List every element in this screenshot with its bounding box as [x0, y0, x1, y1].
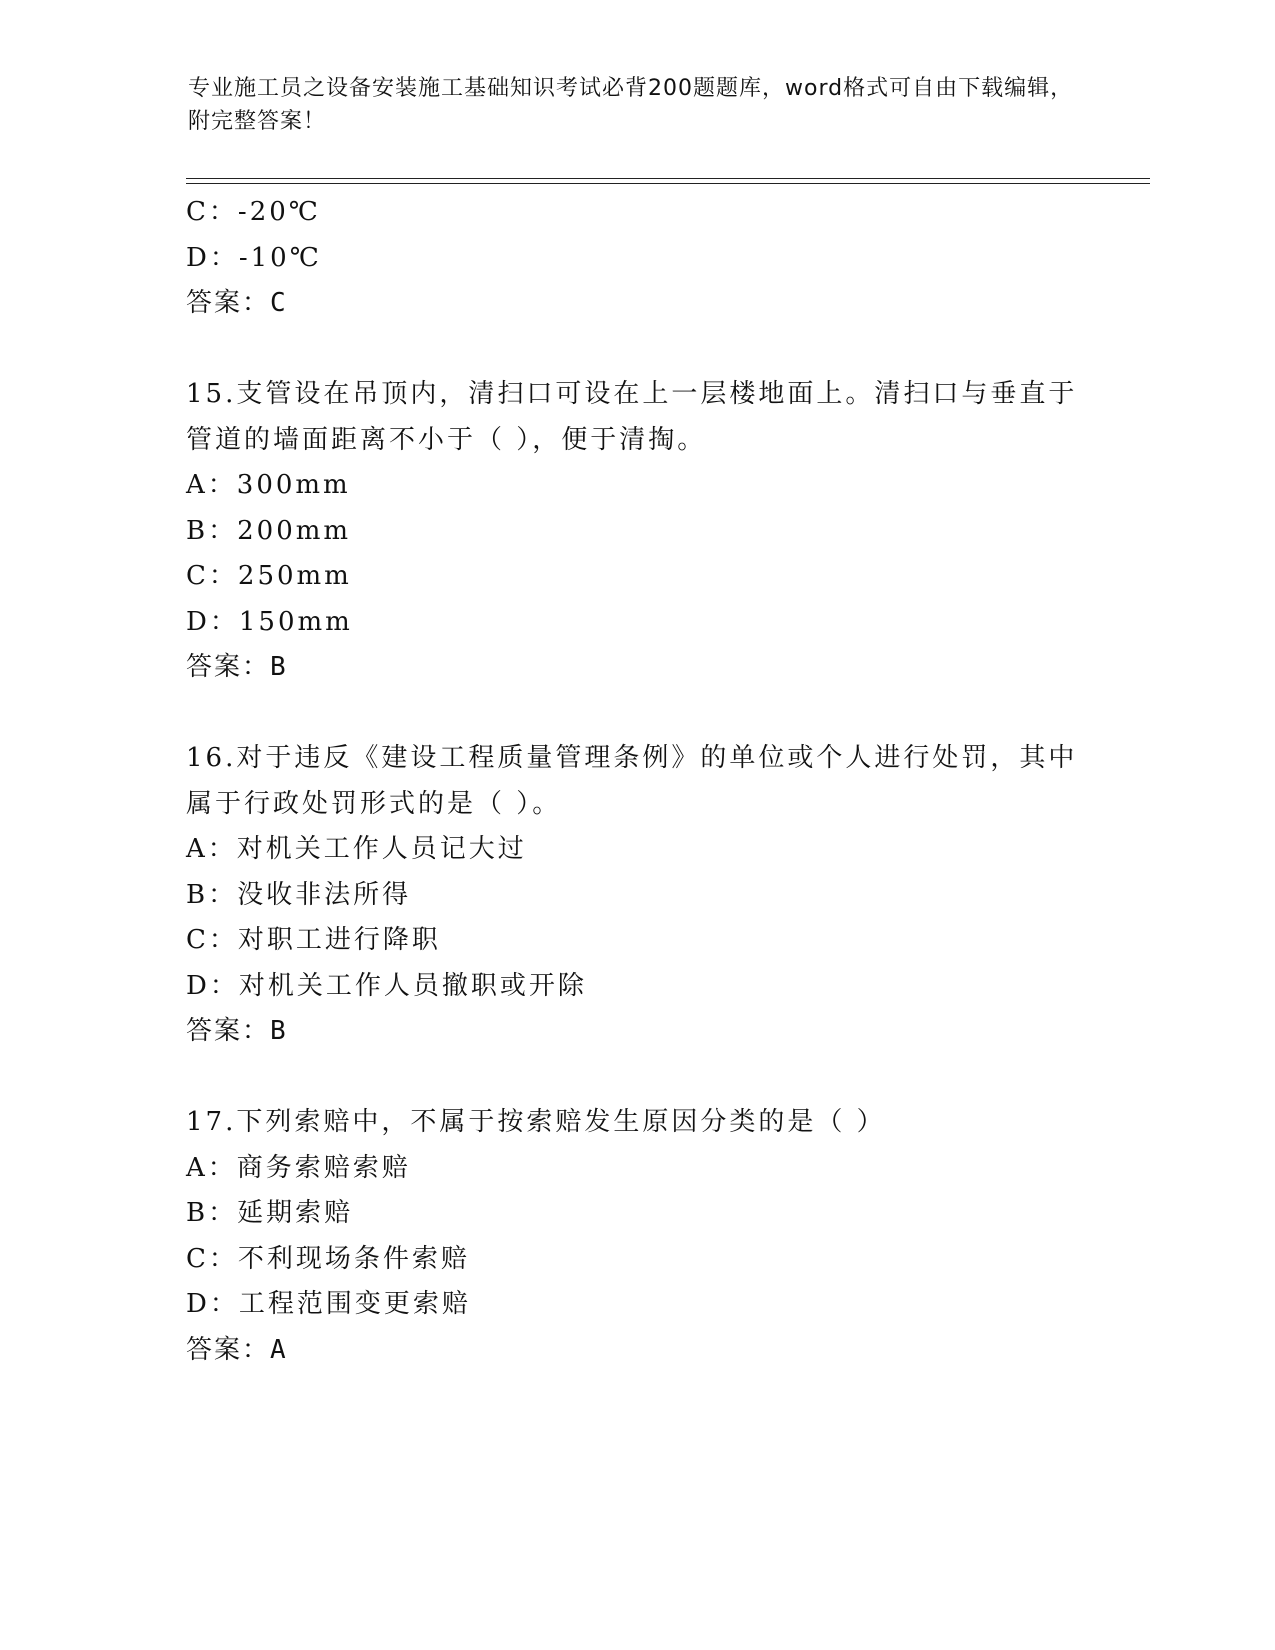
header-text: 专业施工员之设备安装施工基础知识考试必背200题题库，word格式可自由下载编辑，附完整答案！ [188, 76, 1074, 134]
option-c: C：250mm [186, 561, 352, 591]
option-d: D：150mm [186, 606, 353, 637]
answer-line: 答案：B [186, 652, 288, 682]
question-14-continuation [186, 190, 1086, 327]
spacer [186, 1055, 1086, 1101]
answer-line: 答案：C [186, 288, 288, 318]
option-b: B：没收非法所得 [186, 879, 412, 910]
option-c: C：-20℃ [186, 197, 321, 227]
answer-line: 答案：B [186, 1016, 288, 1046]
spacer [186, 327, 1086, 373]
option-b: B：延期索赔 [186, 1198, 354, 1228]
answer-line: 答案：A [186, 1334, 288, 1365]
question-stem-line: 管道的墙面距离不小于（ ），便于清掏。 [186, 424, 707, 455]
question-16 [186, 736, 1086, 1055]
option-d: D：-10℃ [186, 242, 322, 273]
option-a: A：商务索赔索赔 [186, 1152, 411, 1183]
question-stem-line: 15.支管设在吊顶内，清扫口可设在上一层楼地面上。清扫口与垂直于 [186, 379, 1078, 409]
document-body [186, 190, 1086, 1373]
answer-value: B [270, 1016, 288, 1046]
option-c: C：对职工进行降职 [186, 925, 441, 955]
option-c: C：不利现场条件索赔 [186, 1243, 470, 1274]
question-15 [186, 372, 1086, 691]
document-header [188, 72, 1088, 138]
option-d: D：工程范围变更索赔 [186, 1289, 471, 1319]
answer-value: A [270, 1334, 288, 1365]
option-a: A：300mm [186, 470, 351, 500]
header-rule-bottom [186, 183, 1150, 184]
spacer [186, 691, 1086, 737]
option-b: B：200mm [186, 515, 352, 546]
question-stem-line: 属于行政处罚形式的是（ ）。 [186, 788, 562, 819]
option-a: A：对机关工作人员记大过 [186, 834, 527, 864]
question-17 [186, 1100, 1086, 1373]
option-d: D：对机关工作人员撤职或开除 [186, 970, 587, 1001]
question-stem-line: 16.对于违反《建设工程质量管理条例》的单位或个人进行处罚，其中 [186, 743, 1078, 773]
question-stem-line: 17.下列索赔中，不属于按索赔发生原因分类的是（ ） [186, 1107, 886, 1137]
answer-value: C [270, 288, 288, 318]
header-rule-top [186, 178, 1150, 179]
answer-value: B [270, 652, 288, 682]
